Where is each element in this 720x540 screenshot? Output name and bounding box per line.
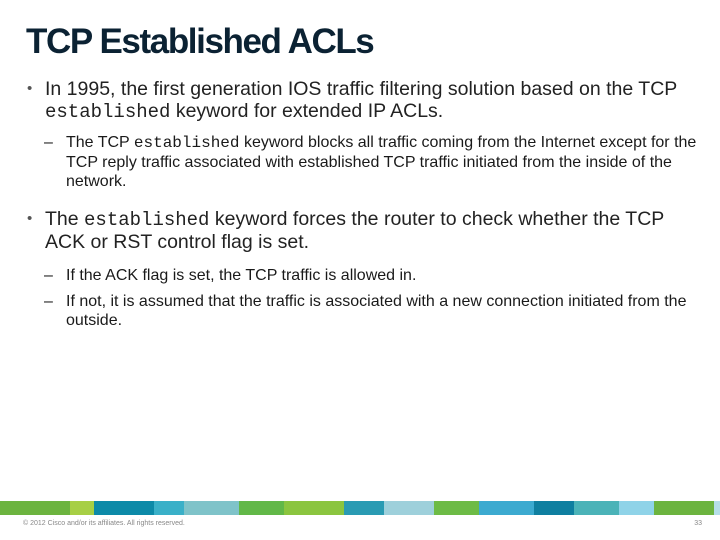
bullet-2-sub-1 (44, 266, 708, 285)
sub-keyword: established (133, 134, 240, 152)
page-number: 33 (694, 520, 702, 527)
footer-bar-segment (384, 501, 434, 515)
footer-bar-segment (654, 501, 714, 515)
copyright-text: © 2012 Cisco and/or its affiliates. All rights reserved. (23, 520, 185, 527)
dash-glyph: – (44, 267, 53, 284)
footer-bar-segment (94, 501, 154, 515)
footer-bar-segment (574, 501, 619, 515)
bullet-1-sub-1 (44, 133, 708, 191)
bullet-2-text-b: keyword forces the router to check whether the TCP ACK or RST control flag is set. (45, 208, 664, 253)
bullet-glyph: • (27, 80, 33, 97)
dash-glyph: – (44, 293, 53, 310)
footer-bar-segment (70, 501, 94, 515)
footer-bar-segment (434, 501, 479, 515)
footer-color-bar (0, 501, 720, 515)
bullet-1 (27, 78, 707, 123)
footer-bar-segment (184, 501, 239, 515)
sub-text-b: keyword blocks all traffic coming from the Internet except for the TCP reply traffic associated with established TCP traffic initiated from the inside of the network. (66, 134, 697, 190)
bullet-2 (27, 208, 707, 253)
footer-bar-segment (344, 501, 384, 515)
bullet-1-text-a: In 1995, the first generation IOS traffic filtering solution based on the TCP (45, 78, 677, 100)
bullet-1-text-b: keyword for extended IP ACLs. (170, 100, 444, 122)
bullet-1-keyword: established (45, 101, 171, 123)
bullet-glyph: • (27, 210, 33, 227)
footer-bar-segment (479, 501, 534, 515)
bullet-2-keyword: established (84, 209, 210, 231)
footer-bar-segment (0, 501, 70, 515)
bullet-2-text-a: The (45, 208, 85, 230)
dash-glyph: – (44, 134, 53, 151)
footer-bar-segment (619, 501, 654, 515)
footer-bar-segment (154, 501, 184, 515)
footer-bar-segment (534, 501, 574, 515)
bullet-2-sub-1-text: If the ACK flag is set, the TCP traffic is allowed in. (66, 267, 417, 284)
bullet-2-sub-2-text: If not, it is assumed that the traffic is associated with a new connection initiated from the outside. (66, 293, 687, 329)
footer-bar-segment (714, 501, 720, 515)
footer-bar-segment (239, 501, 284, 515)
bullet-1-text (27, 78, 707, 123)
bullet-2-text (27, 208, 707, 253)
bullet-1-sub-1-text (44, 133, 708, 191)
slide-title: TCP Established ACLs (26, 22, 374, 61)
bullet-2-sub-2 (44, 292, 708, 330)
footer-bar-segment (284, 501, 344, 515)
sub-text-a: The TCP (66, 134, 134, 151)
